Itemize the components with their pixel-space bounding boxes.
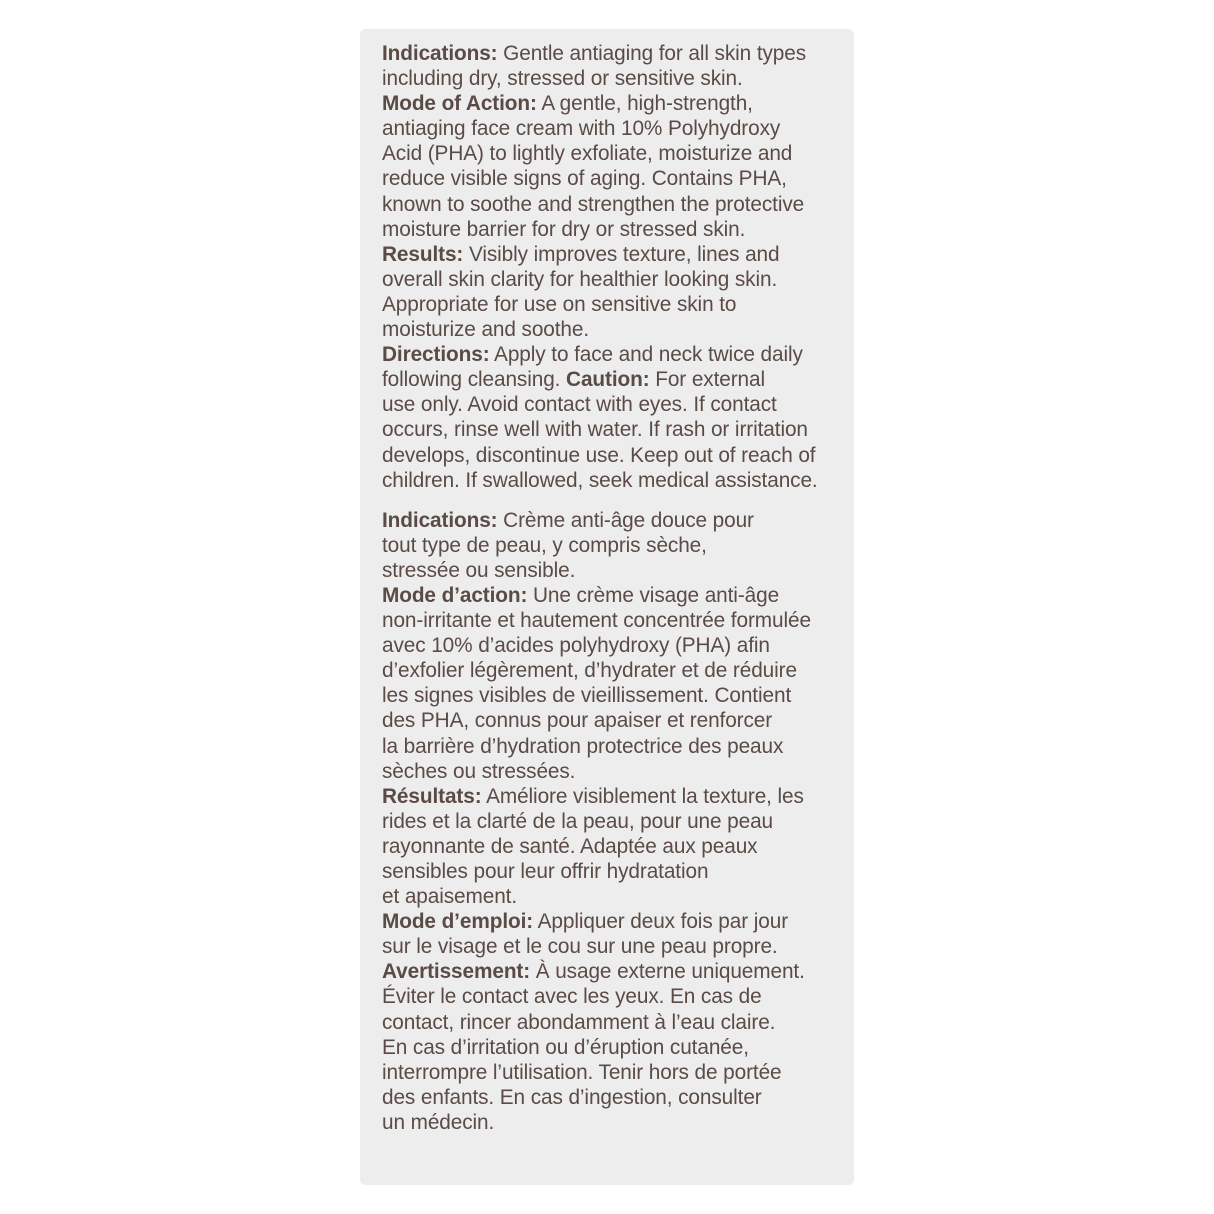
body-text: la barrière d’hydration protectrice des peaux	[382, 734, 784, 758]
body-text: Apply to face and neck twice daily	[489, 343, 803, 367]
heading-label: Avertissement:	[382, 960, 531, 984]
heading-label: Indications:	[382, 508, 498, 532]
text-line	[382, 292, 844, 317]
french-text-block	[382, 508, 844, 1135]
body-text: Améliore visiblement la texture, les	[481, 784, 804, 808]
body-text: occurs, rinse well with water. If rash or irritation	[382, 418, 808, 442]
body-text: Gentle antiaging for all skin types	[497, 42, 807, 65]
body-text: children. If swallowed, seek medical assistance.	[382, 468, 818, 492]
body-text: For external	[649, 368, 766, 392]
text-line	[382, 242, 844, 267]
text-line	[382, 708, 844, 733]
text-line	[382, 267, 844, 292]
text-line	[382, 417, 844, 442]
text-line	[382, 834, 844, 859]
block-spacer	[382, 493, 844, 508]
body-text: tout type de peau, y compris sèche,	[382, 533, 707, 557]
body-text: develops, discontinue use. Keep out of reach of	[382, 443, 816, 467]
text-line	[382, 809, 844, 834]
text-line	[382, 909, 844, 934]
body-text: non-irritante et hautement concentrée formulée	[382, 609, 811, 633]
heading-label: Résultats:	[382, 784, 482, 808]
text-line	[382, 984, 844, 1009]
body-text: des enfants. En cas d’ingestion, consulter	[382, 1085, 762, 1109]
text-line	[382, 317, 844, 342]
body-text: un médecin.	[382, 1110, 495, 1134]
body-text: sur le visage et le cou sur une peau propre.	[382, 935, 778, 959]
english-text-block	[382, 41, 844, 493]
text-line	[382, 884, 844, 909]
body-text: les signes visibles de vieillissement. Contient	[382, 684, 792, 708]
text-line	[382, 959, 844, 984]
text-line	[382, 91, 844, 116]
text-line	[382, 533, 844, 558]
body-text: Visibly improves texture, lines and	[463, 242, 780, 266]
text-line	[382, 1060, 844, 1085]
text-line	[382, 1085, 844, 1110]
body-text: A gentle, high-strength,	[536, 92, 753, 116]
body-text: Éviter le contact avec les yeux. En cas de	[382, 985, 762, 1009]
body-text: use only. Avoid contact with eyes. If contact	[382, 393, 777, 417]
heading-label: Mode of Action:	[382, 92, 537, 116]
body-text: moisture barrier for dry or stressed skin.	[382, 217, 746, 241]
text-line	[382, 1035, 844, 1060]
body-text: antiaging face cream with 10% Polyhydroxy	[382, 117, 781, 141]
text-line	[382, 633, 844, 658]
text-line	[382, 41, 844, 66]
body-text: À usage externe uniquement.	[530, 960, 805, 984]
body-text: moisturize and soothe.	[382, 318, 590, 342]
body-text: sèches ou stressées.	[382, 759, 576, 783]
text-line	[382, 734, 844, 759]
heading-label: Caution:	[566, 368, 650, 392]
label-panel	[360, 29, 854, 1185]
body-text: reduce visible signs of aging. Contains PHA,	[382, 167, 787, 191]
text-line	[382, 508, 844, 533]
body-text: overall skin clarity for healthier looking skin.	[382, 267, 778, 291]
heading-label: Results:	[382, 242, 464, 266]
body-text: d’exfolier légèrement, d’hydrater et de réduire	[382, 659, 797, 683]
body-text: avec 10% d’acides polyhydroxy (PHA) afin	[382, 634, 770, 658]
body-text: including dry, stressed or sensitive skin.	[382, 67, 743, 91]
body-text: sensibles pour leur offrir hydratation	[382, 860, 709, 883]
heading-label: Mode d’action:	[382, 583, 528, 607]
text-line	[382, 784, 844, 809]
body-text: Appropriate for use on sensitive skin to	[382, 292, 737, 316]
body-text: known to soothe and strengthen the protective	[382, 192, 805, 216]
body-text: Acid (PHA) to lightly exfoliate, moisturize and	[382, 142, 793, 166]
text-line	[382, 583, 844, 608]
body-text: rayonnante de santé. Adaptée aux peaux	[382, 834, 758, 858]
text-line	[382, 342, 844, 367]
body-text: following cleansing.	[382, 368, 567, 392]
text-line	[382, 443, 844, 468]
text-line	[382, 658, 844, 683]
body-text: contact, rincer abondamment à l’eau claire.	[382, 1010, 776, 1034]
text-line	[382, 1110, 844, 1135]
body-text: Crème anti-âge douce pour	[497, 508, 754, 532]
heading-label: Mode d’emploi:	[382, 910, 534, 934]
heading-label: Indications:	[382, 42, 498, 65]
body-text: et apaisement.	[382, 885, 518, 909]
body-text: des PHA, connus pour apaiser et renforcer	[382, 709, 773, 733]
text-line	[382, 66, 844, 91]
text-line	[382, 217, 844, 242]
text-line	[382, 683, 844, 708]
body-text: interrompre l’utilisation. Tenir hors de portée	[382, 1060, 782, 1084]
text-line	[382, 859, 844, 884]
body-text: Appliquer deux fois par jour	[533, 910, 789, 934]
text-line	[382, 141, 844, 166]
heading-label: Directions:	[382, 343, 490, 367]
body-text: stressée ou sensible.	[382, 558, 576, 582]
text-line	[382, 934, 844, 959]
text-line	[382, 608, 844, 633]
text-line	[382, 166, 844, 191]
body-text: Une crème visage anti-âge	[527, 583, 780, 607]
text-line	[382, 1010, 844, 1035]
text-line	[382, 192, 844, 217]
text-line	[382, 759, 844, 784]
body-text: rides et la clarté de la peau, pour une peau	[382, 809, 774, 833]
text-line	[382, 116, 844, 141]
text-line	[382, 367, 844, 392]
text-line	[382, 558, 844, 583]
body-text: En cas d’irritation ou d’éruption cutanée,	[382, 1035, 749, 1059]
text-line	[382, 392, 844, 417]
text-line	[382, 468, 844, 493]
